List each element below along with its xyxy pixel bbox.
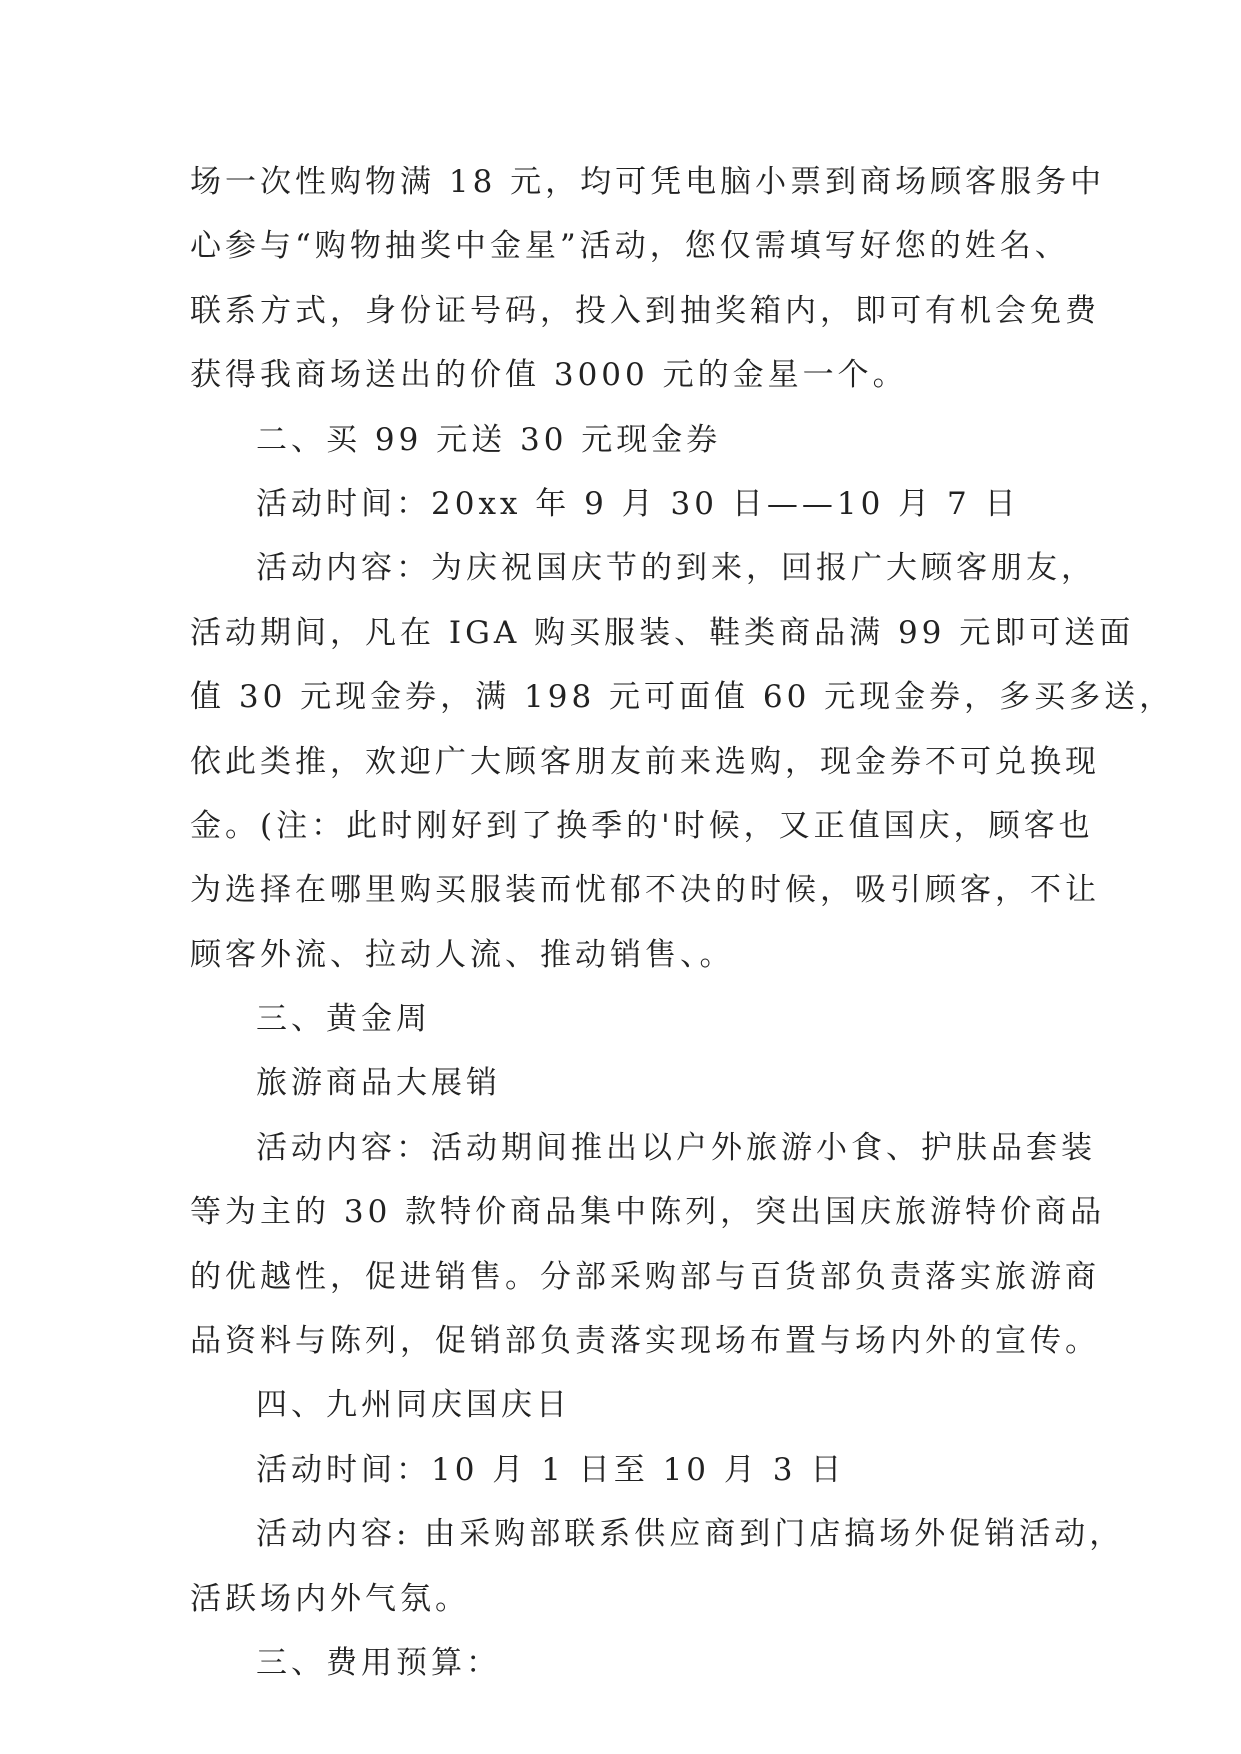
activity-time: 活动时间：20xx 年 9 月 30 日——10 月 7 日 [256,485,1020,522]
document-body [190,150,1175,1695]
text-line: 的优越性，促进销售。分部采购部与百货部负责落实旅游商 [190,1258,1100,1295]
text-line: 依此类推，欢迎广大顾客朋友前来选购，现金券不可兑换现 [190,743,1100,780]
text-line: 活跃场内外气氛。 [190,1580,470,1617]
text-line: 获得我商场送出的价值 3000 元的金星一个。 [190,357,908,394]
text-line: 活动期间，凡在 IGA 购买服装、鞋类商品满 99 元即可送面 [190,614,1135,651]
text-line: 值 30 元现金券，满 198 元可面值 60 元现金券，多买多送， [190,679,1175,716]
text-line: 活动内容: 由采购部联系供应商到门店搞场外促销活动， [256,1516,1125,1553]
section-heading: 三、黄金周 [256,1001,431,1038]
text-line: 活动内容：为庆祝国庆节的到来，回报广大顾客朋友， [256,550,1096,587]
text-line: 顾客外流、拉动人流、推动销售、。 [190,936,735,973]
section-heading: 三、费用预算： [256,1644,501,1681]
text-line: 场一次性购物满 18 元，均可凭电脑小票到商场顾客服务中 [190,164,1106,200]
section-heading: 二、买 99 元送 30 元现金券 [256,421,722,458]
text-line: 品资料与陈列，促销部负责落实现场布置与场内外的宣传。 [190,1323,1100,1360]
section-heading: 四、九州同庆国庆日 [256,1387,571,1424]
text-line: 金。(注：此时刚好到了换季的'时候，又正值国庆，顾客也 [190,807,1094,844]
text-line: 联系方式，身份证号码，投入到抽奖箱内，即可有机会免费 [190,292,1100,329]
text-line: 心参与“购物抽奖中金星”活动，您仅需填写好您的姓名、 [190,228,1070,265]
subheading: 旅游商品大展销 [256,1065,501,1102]
activity-time: 活动时间：10 月 1 日至 10 月 3 日 [256,1451,846,1488]
text-line: 等为主的 30 款特价商品集中陈列，突出国庆旅游特价商品 [190,1194,1106,1231]
text-line: 为选择在哪里购买服装而忧郁不决的时候，吸引顾客，不让 [190,872,1100,909]
text-line: 活动内容：活动期间推出以户外旅游小食、护肤品套装 [256,1129,1096,1166]
